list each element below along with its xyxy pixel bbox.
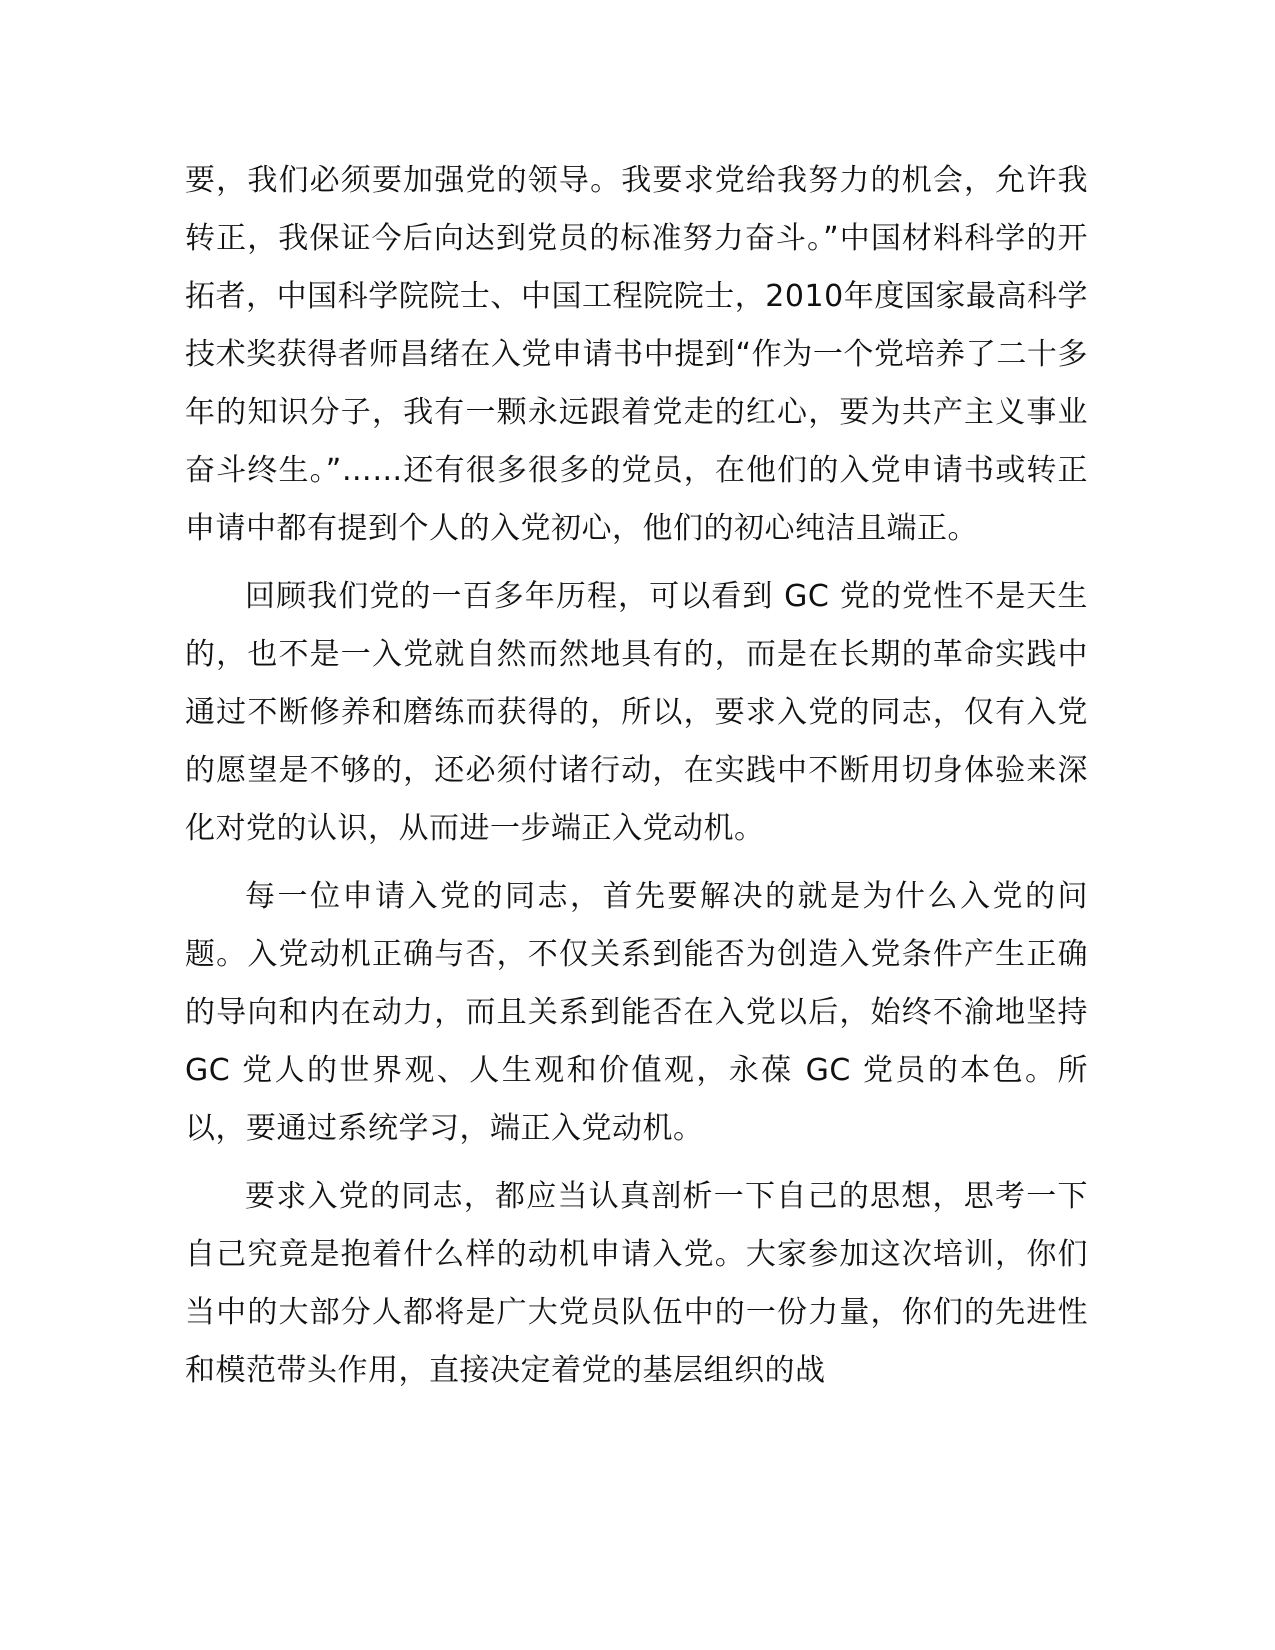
paragraph-3: 每一位申请入党的同志，首先要解决的就是为什么入党的问题。入党动机正确与否，不仅关系到能否为创造入党条件产生正确的导向和内在动力，而且关系到能否在入党以后，始终不渝地坚持 GC 党人的世界观、人生观和价值观，永葆 GC 党员的本色。所以，要通过系统学习，端正入党动机。 — [185, 879, 1088, 1146]
document-body — [185, 152, 1088, 1410]
paragraph-1: 要，我们必须要加强党的领导。我要求党给我努力的机会，允许我转正，我保证今后向达到党员的标准努力奋斗。”中国材料科学的开拓者，中国科学院院士、中国工程院院士，2010年度国家最高科学技术奖获得者师昌绪在入党申请书中提到“作为一个党培养了二十多年的知识分子，我有一颗永远跟着党走的红心，要为共产主义事业奋斗终生。”……还有很多很多的党员，在他们的入党申请书或转正申请中都有提到个人的入党初心，他们的初心纯洁且端正。 — [185, 163, 1088, 546]
paragraph-4: 要求入党的同志，都应当认真剖析一下自己的思想，思考一下自己究竟是抱着什么样的动机申请入党。大家参加这次培训，你们当中的大部分人都将是广大党员队伍中的一份力量，你们的先进性和模范带头作用，直接决定着党的基层组织的战 — [185, 1179, 1088, 1388]
paragraph-2: 回顾我们党的一百多年历程，可以看到 GC 党的党性不是天生的，也不是一入党就自然而然地具有的，而是在长期的革命实践中通过不断修养和磨练而获得的，所以，要求入党的同志，仅有入党的愿望是不够的，还必须付诸行动，在实践中不断用切身体验来深化对党的认识，从而进一步端正入党动机。 — [185, 579, 1088, 846]
